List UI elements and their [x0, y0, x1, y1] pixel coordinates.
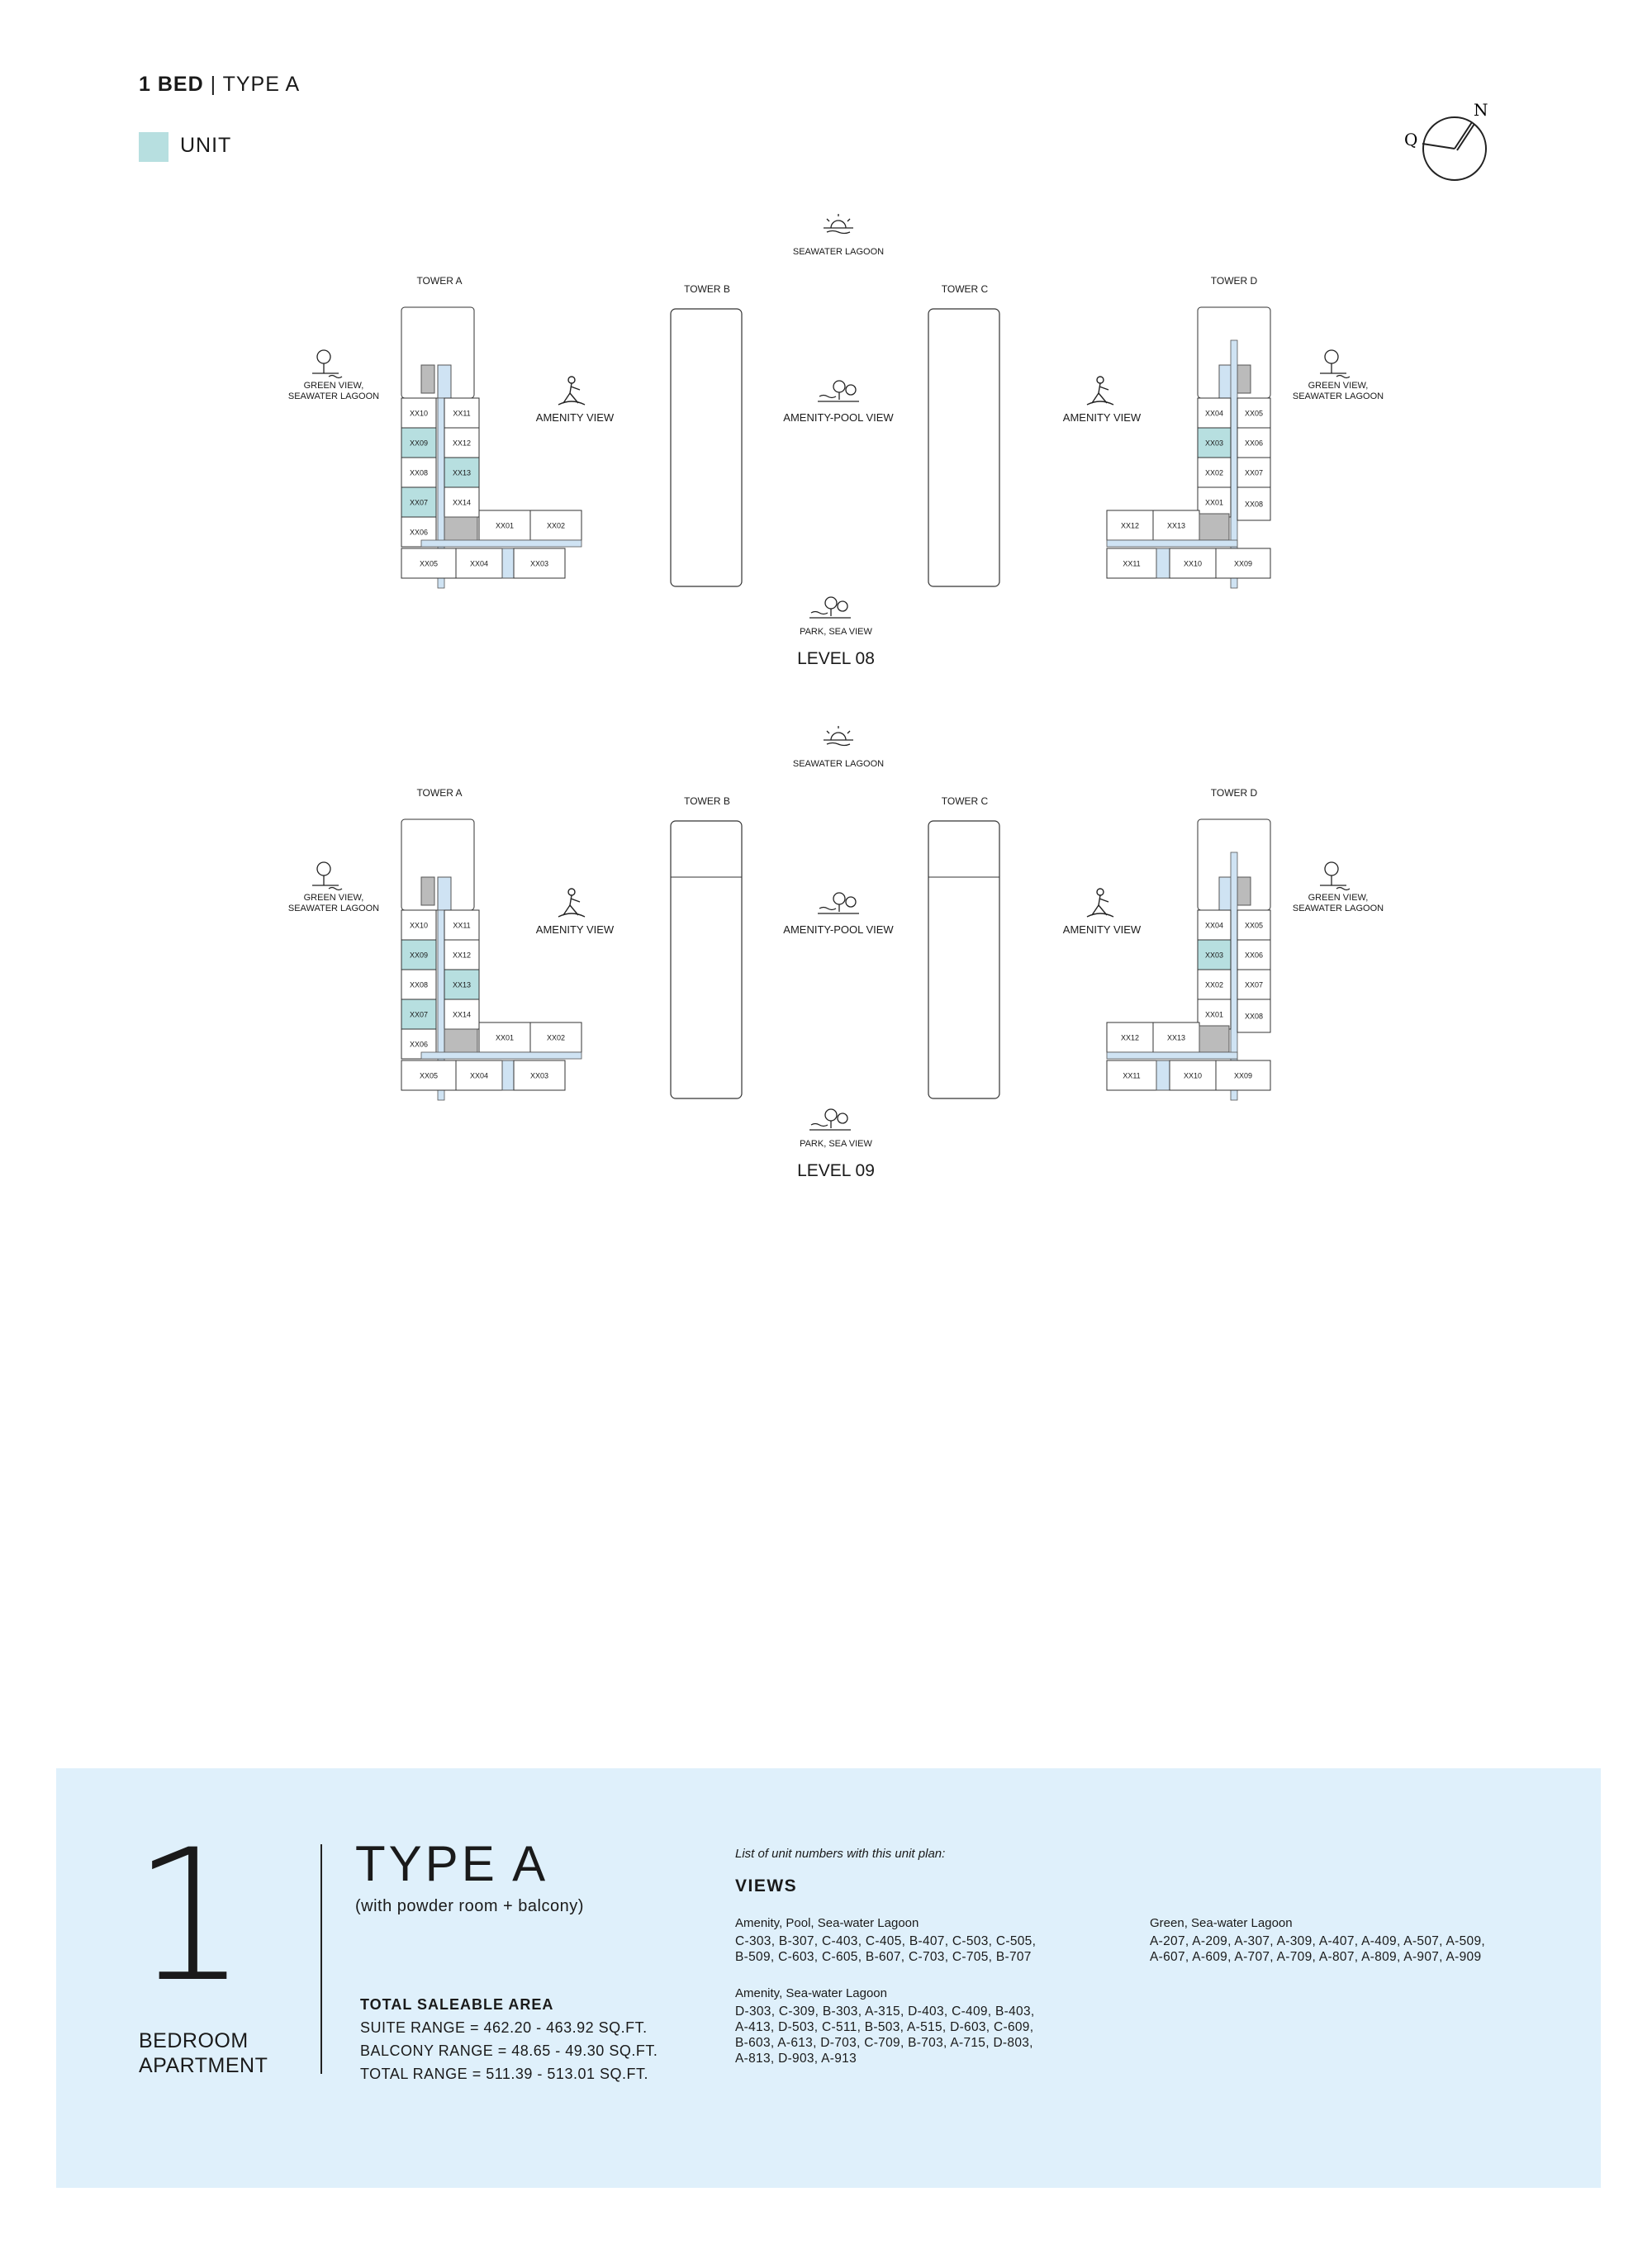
unit-label: XX08 — [409, 468, 429, 477]
unit-label: XX01 — [495, 1033, 515, 1042]
view-group-units: C-303, B-307, C-403, C-405, B-407, C-503, C-505, B-509, C-603, C-605, B-607, C-703, C-705, B-707 — [735, 1934, 1037, 1964]
unit-label: XX11 — [1123, 1071, 1141, 1080]
unit-label: XX07 — [409, 498, 429, 507]
view-group-units: A-207, A-209, A-307, A-309, A-407, A-409, A-507, A-509, A-607, A-609, A-707, A-709, A-807, A-809, A-907, A-909 — [1150, 1934, 1485, 1964]
tree-icon — [1320, 350, 1350, 378]
view-group-title: Amenity, Sea-water Lagoon — [735, 1986, 887, 2000]
tower-d-label: TOWER D — [1210, 787, 1258, 799]
list-heading: List of unit numbers with this unit plan: — [735, 1847, 946, 1861]
unit-label: XX02 — [1204, 468, 1224, 477]
unit-label: XX01 — [1204, 498, 1224, 507]
tower-c — [928, 821, 999, 1098]
corridor — [1156, 1060, 1170, 1090]
unit-label: XX07 — [1244, 980, 1264, 989]
view-group-title: Amenity, Pool, Sea-water Lagoon — [735, 1916, 919, 1930]
lagoon-icon — [824, 726, 853, 746]
stair — [421, 365, 434, 393]
stair — [421, 877, 434, 905]
unit-label: XX09 — [1233, 559, 1253, 568]
unit-label: XX02 — [546, 521, 566, 530]
tower-b — [671, 821, 742, 1098]
type-subtitle: (with powder room + balcony) — [355, 1897, 584, 1915]
unit-label: XX10 — [409, 921, 429, 930]
compass-other-label: Q — [1404, 130, 1418, 149]
top-view-label: SEAWATER LAGOON — [792, 247, 885, 257]
pool-icon — [809, 1109, 851, 1130]
tree-icon — [312, 862, 342, 890]
unit-label: XX01 — [495, 521, 515, 530]
lift — [438, 365, 451, 398]
view-group-title: Green, Sea-water Lagoon — [1150, 1916, 1293, 1930]
bedroom-label: BEDROOM APARTMENT — [139, 2029, 268, 2077]
stair — [1199, 1026, 1229, 1052]
stair — [444, 1029, 477, 1054]
unit-label: XX04 — [1204, 409, 1224, 418]
unit-label: XX05 — [1244, 409, 1264, 418]
unit-label: XX09 — [409, 439, 429, 448]
unit-label: XX11 — [1123, 559, 1141, 568]
unit-label: XX14 — [452, 1010, 472, 1019]
unit-label: XX03 — [1204, 439, 1224, 448]
left-view-label: SEAWATER LAGOON — [287, 391, 380, 402]
unit-label: XX10 — [409, 409, 429, 418]
unit-label: XX09 — [1233, 1071, 1253, 1080]
unit-label: XX02 — [1204, 980, 1224, 989]
corridor — [421, 1052, 582, 1059]
unit-label: XX13 — [1166, 521, 1186, 530]
amenity-left-label: AMENITY VIEW — [535, 411, 615, 424]
view-group — [1150, 1916, 1485, 1965]
stair — [1237, 365, 1251, 393]
tower-b-label: TOWER B — [684, 283, 730, 295]
info-panel — [56, 1768, 1601, 2188]
unit-label: XX13 — [452, 980, 472, 989]
unit-label: XX03 — [529, 1071, 549, 1080]
tower-b-label: TOWER B — [684, 795, 730, 807]
amenity-icon — [1087, 889, 1113, 917]
type-title: TYPE A — [355, 1836, 549, 1891]
divider — [320, 1844, 322, 2074]
bottom-view-label: PARK, SEA VIEW — [800, 1139, 872, 1149]
stair — [1237, 877, 1251, 905]
compass-north-label: N — [1474, 100, 1488, 120]
tree-icon — [312, 350, 342, 378]
view-group — [735, 1986, 1034, 2066]
area-heading: TOTAL SALEABLE AREA — [360, 1996, 554, 2013]
amenity-right-label: AMENITY VIEW — [1062, 923, 1142, 936]
right-view-label: GREEN VIEW, — [1308, 893, 1369, 903]
amenity-icon — [1087, 377, 1113, 405]
total-range: TOTAL RANGE = 511.39 - 513.01 SQ.FT. — [360, 2066, 648, 2082]
site-plan-level-09 — [0, 512, 1652, 1206]
unit-label: XX14 — [452, 498, 472, 507]
tower-c-label: TOWER C — [941, 283, 989, 295]
tree-icon — [1320, 862, 1350, 890]
unit-label: XX06 — [1244, 951, 1264, 960]
pool-icon — [818, 381, 859, 401]
unit-label: XX12 — [1120, 521, 1140, 530]
unit-label: XX08 — [1244, 1012, 1264, 1021]
amenity-icon — [558, 889, 585, 917]
amenity-right-label: AMENITY VIEW — [1062, 411, 1142, 424]
unit-label: XX08 — [1244, 500, 1264, 509]
amenity-center-label: AMENITY-POOL VIEW — [783, 923, 894, 936]
unit-label: XX13 — [1166, 1033, 1186, 1042]
unit-label: XX01 — [1204, 1010, 1224, 1019]
tower-a-label: TOWER A — [416, 275, 463, 287]
bedroom-count: 1 — [132, 1810, 248, 2022]
left-view-label: GREEN VIEW, — [303, 893, 364, 903]
left-view-label: SEAWATER LAGOON — [287, 904, 380, 914]
unit-label: XX06 — [409, 1040, 429, 1049]
corridor — [1107, 1052, 1237, 1059]
balcony-range: BALCONY RANGE = 48.65 - 49.30 SQ.FT. — [360, 2042, 658, 2059]
unit-label: XX05 — [419, 559, 439, 568]
unit-label: XX11 — [453, 409, 471, 418]
unit-label: XX02 — [546, 1033, 566, 1042]
unit-label: XX03 — [529, 559, 549, 568]
tower-a-label: TOWER A — [416, 787, 463, 799]
pool-icon — [818, 893, 859, 913]
unit-label: XX06 — [1244, 439, 1264, 448]
unit-label: XX03 — [1204, 951, 1224, 960]
bottom-view-label: PARK, SEA VIEW — [800, 627, 872, 637]
tower-d-label: TOWER D — [1210, 275, 1258, 287]
unit-label: XX04 — [469, 559, 489, 568]
page-title: 1 BED | TYPE A — [139, 73, 301, 96]
lift — [1219, 877, 1232, 910]
view-group — [735, 1916, 1036, 1965]
views-heading: VIEWS — [735, 1876, 798, 1895]
right-view-label: SEAWATER LAGOON — [1292, 391, 1384, 402]
corridor — [502, 1060, 514, 1090]
unit-label: XX05 — [1244, 921, 1264, 930]
view-group-units: D-303, C-309, B-303, A-315, D-403, C-409, B-403, A-413, D-503, C-511, B-503, A-515, D-603, C-609, B-603, A-613, D-703, C-709, B-703, A-715, D-803, A-813, D-903, A-913 — [735, 2004, 1035, 2066]
amenity-icon — [558, 377, 585, 405]
right-view-label: SEAWATER LAGOON — [1292, 904, 1384, 914]
lagoon-icon — [824, 214, 853, 234]
unit-label: XX08 — [409, 980, 429, 989]
unit-label: XX10 — [1183, 559, 1203, 568]
unit-label: XX12 — [452, 951, 472, 960]
unit-label: XX13 — [452, 468, 472, 477]
legend-unit-label: UNIT — [180, 134, 232, 157]
unit-label: XX10 — [1183, 1071, 1203, 1080]
tower-c-label: TOWER C — [941, 795, 989, 807]
amenity-left-label: AMENITY VIEW — [535, 923, 615, 936]
unit-label: XX04 — [1204, 921, 1224, 930]
lift — [1219, 365, 1232, 398]
unit-label: XX11 — [453, 921, 471, 930]
lift — [438, 877, 451, 910]
unit-label: XX06 — [409, 528, 429, 537]
unit-label: XX07 — [1244, 468, 1264, 477]
unit-label: XX07 — [409, 1010, 429, 1019]
level-label: LEVEL 09 — [797, 1161, 875, 1180]
left-view-label: GREEN VIEW, — [303, 381, 364, 391]
unit-label: XX04 — [469, 1071, 489, 1080]
top-view-label: SEAWATER LAGOON — [792, 759, 885, 769]
unit-label: XX12 — [452, 439, 472, 448]
unit-label: XX09 — [409, 951, 429, 960]
unit-label: XX05 — [419, 1071, 439, 1080]
level-label: LEVEL 08 — [797, 649, 875, 668]
right-view-label: GREEN VIEW, — [1308, 381, 1369, 391]
suite-range: SUITE RANGE = 462.20 - 463.92 SQ.FT. — [360, 2019, 648, 2036]
amenity-center-label: AMENITY-POOL VIEW — [783, 411, 894, 424]
unit-label: XX12 — [1120, 1033, 1140, 1042]
